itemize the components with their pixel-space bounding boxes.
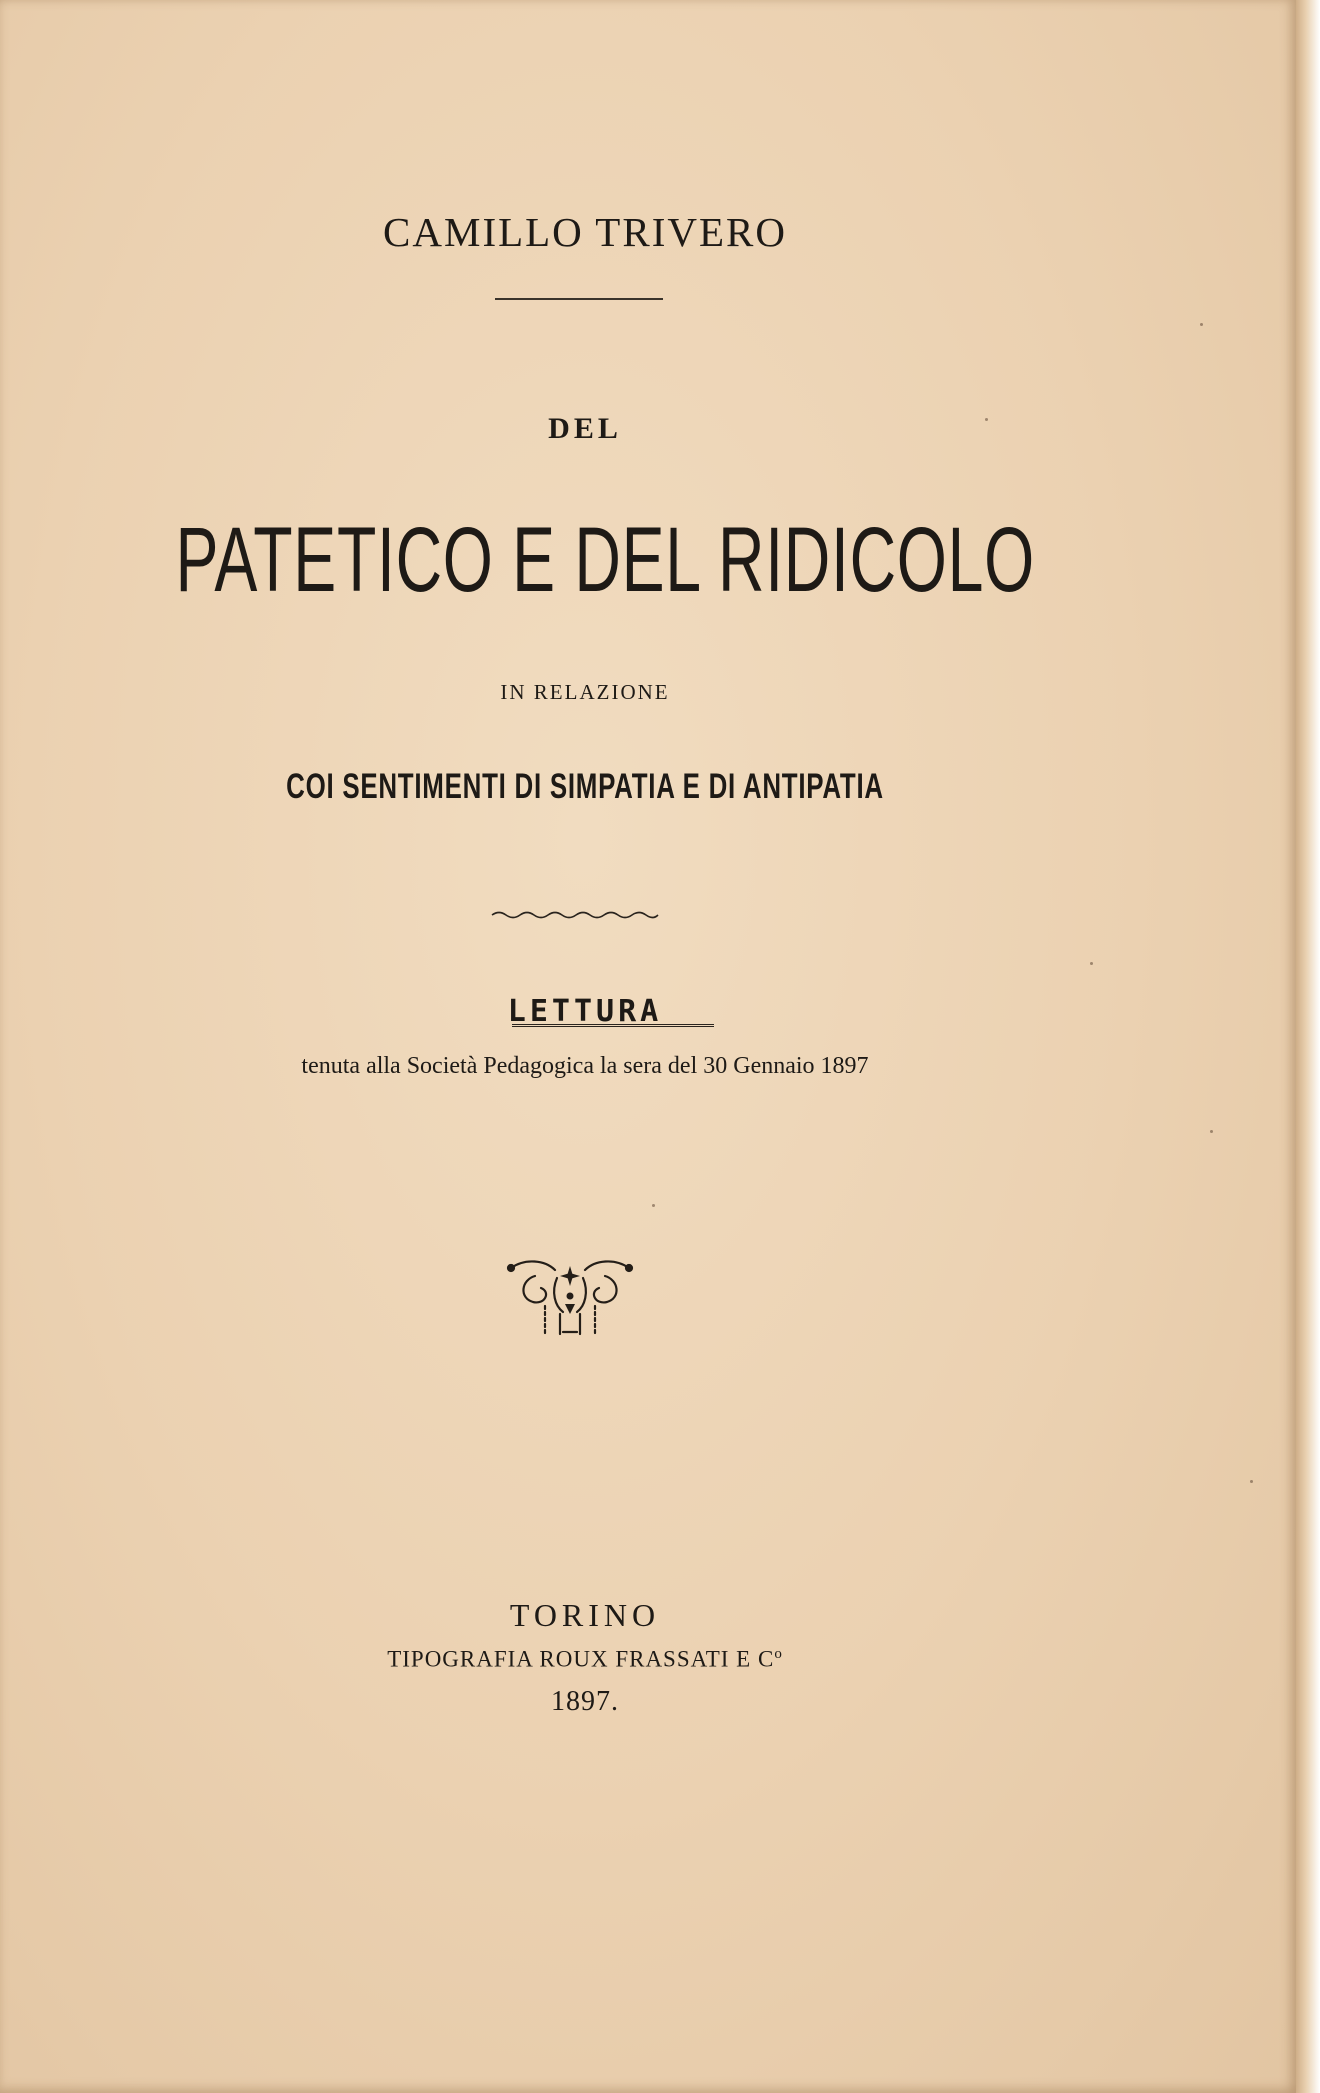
printer-name: TIPOGRAFIA ROUX FRASSATI E C (387, 1646, 775, 1672)
paper-speck (1200, 323, 1203, 326)
paper-speck (985, 418, 988, 421)
imprint-year: 1897. (551, 1686, 619, 1717)
paper-speck (1090, 962, 1093, 965)
main-title: PATETICO E DEL RIDICOLO (175, 509, 1035, 611)
page-edge (1296, 0, 1320, 2093)
floral-vignette-icon (505, 1256, 635, 1340)
imprint-city: TORINO (509, 1597, 661, 1633)
occasion-line: tenuta alla Società Pedagogica la sera del 30 Gennaio 1897 (301, 1053, 869, 1079)
paper-speck (1250, 1480, 1253, 1483)
genre-label: LETTURA (507, 994, 663, 1029)
author-name: CAMILLO TRIVERO (383, 209, 787, 255)
paper-speck (1210, 1130, 1213, 1133)
subtitle: COI SENTIMENTI DI SIMPATIA E DI ANTIPATIA (286, 767, 884, 806)
author-rule (495, 298, 663, 300)
printer-superscript: o (774, 1646, 783, 1662)
genre-underline (512, 1024, 714, 1027)
paper-speck (652, 1204, 655, 1207)
title-prefix: DEL (548, 412, 622, 445)
relation-line: IN RELAZIONE (500, 680, 670, 704)
imprint-printer (0, 1646, 1170, 1673)
wavy-line-divider (490, 909, 660, 921)
